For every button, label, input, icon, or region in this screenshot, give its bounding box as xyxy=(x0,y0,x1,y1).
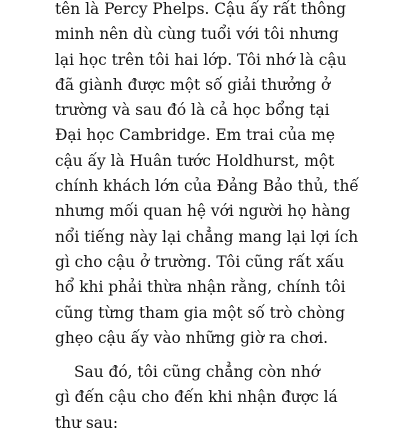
text-line: chính khách lớn của Đảng Bảo thủ, thế xyxy=(55,177,359,196)
paragraph-1 xyxy=(55,0,359,351)
text-line: trường và sau đó là cả học bổng tại xyxy=(55,101,330,120)
text-line: lại học trên tôi hai lớp. Tôi nhớ là cậu xyxy=(55,50,347,69)
text-line: gì cho cậu ở trường. Tôi cũng rất xấu xyxy=(55,252,345,271)
page-text xyxy=(55,0,359,436)
text-line: thư sau: xyxy=(55,413,119,432)
text-line: ghẹo cậu ấy vào những giờ ra chơi. xyxy=(55,328,329,347)
text-line: minh nên dù cùng tuổi với tôi nhưng xyxy=(55,25,339,44)
text-line: đã giành được một số giải thưởng ở xyxy=(55,75,331,94)
text-line: nhưng mối quan hệ với người họ hàng xyxy=(55,202,351,221)
text-line: Đại học Cambridge. Em trai của mẹ xyxy=(55,126,335,145)
text-line: cậu ấy là Huân tước Holdhurst, một xyxy=(55,151,335,170)
paragraph-2 xyxy=(55,360,355,436)
text-line: cũng từng tham gia một số trò chòng xyxy=(55,303,345,322)
text-line: gì đến cậu cho đến khi nhận được lá xyxy=(55,388,338,407)
text-line: Sau đó, tôi cũng chẳng còn nhớ xyxy=(74,363,321,382)
text-line: hổ khi phải thừa nhận rằng, chính tôi xyxy=(55,278,346,297)
text-line: tên là Percy Phelps. Cậu ấy rất thông xyxy=(55,0,347,18)
paragraph-gap xyxy=(55,351,355,360)
text-line: nổi tiếng này lại chẳng mang lại lợi ích xyxy=(55,227,359,246)
